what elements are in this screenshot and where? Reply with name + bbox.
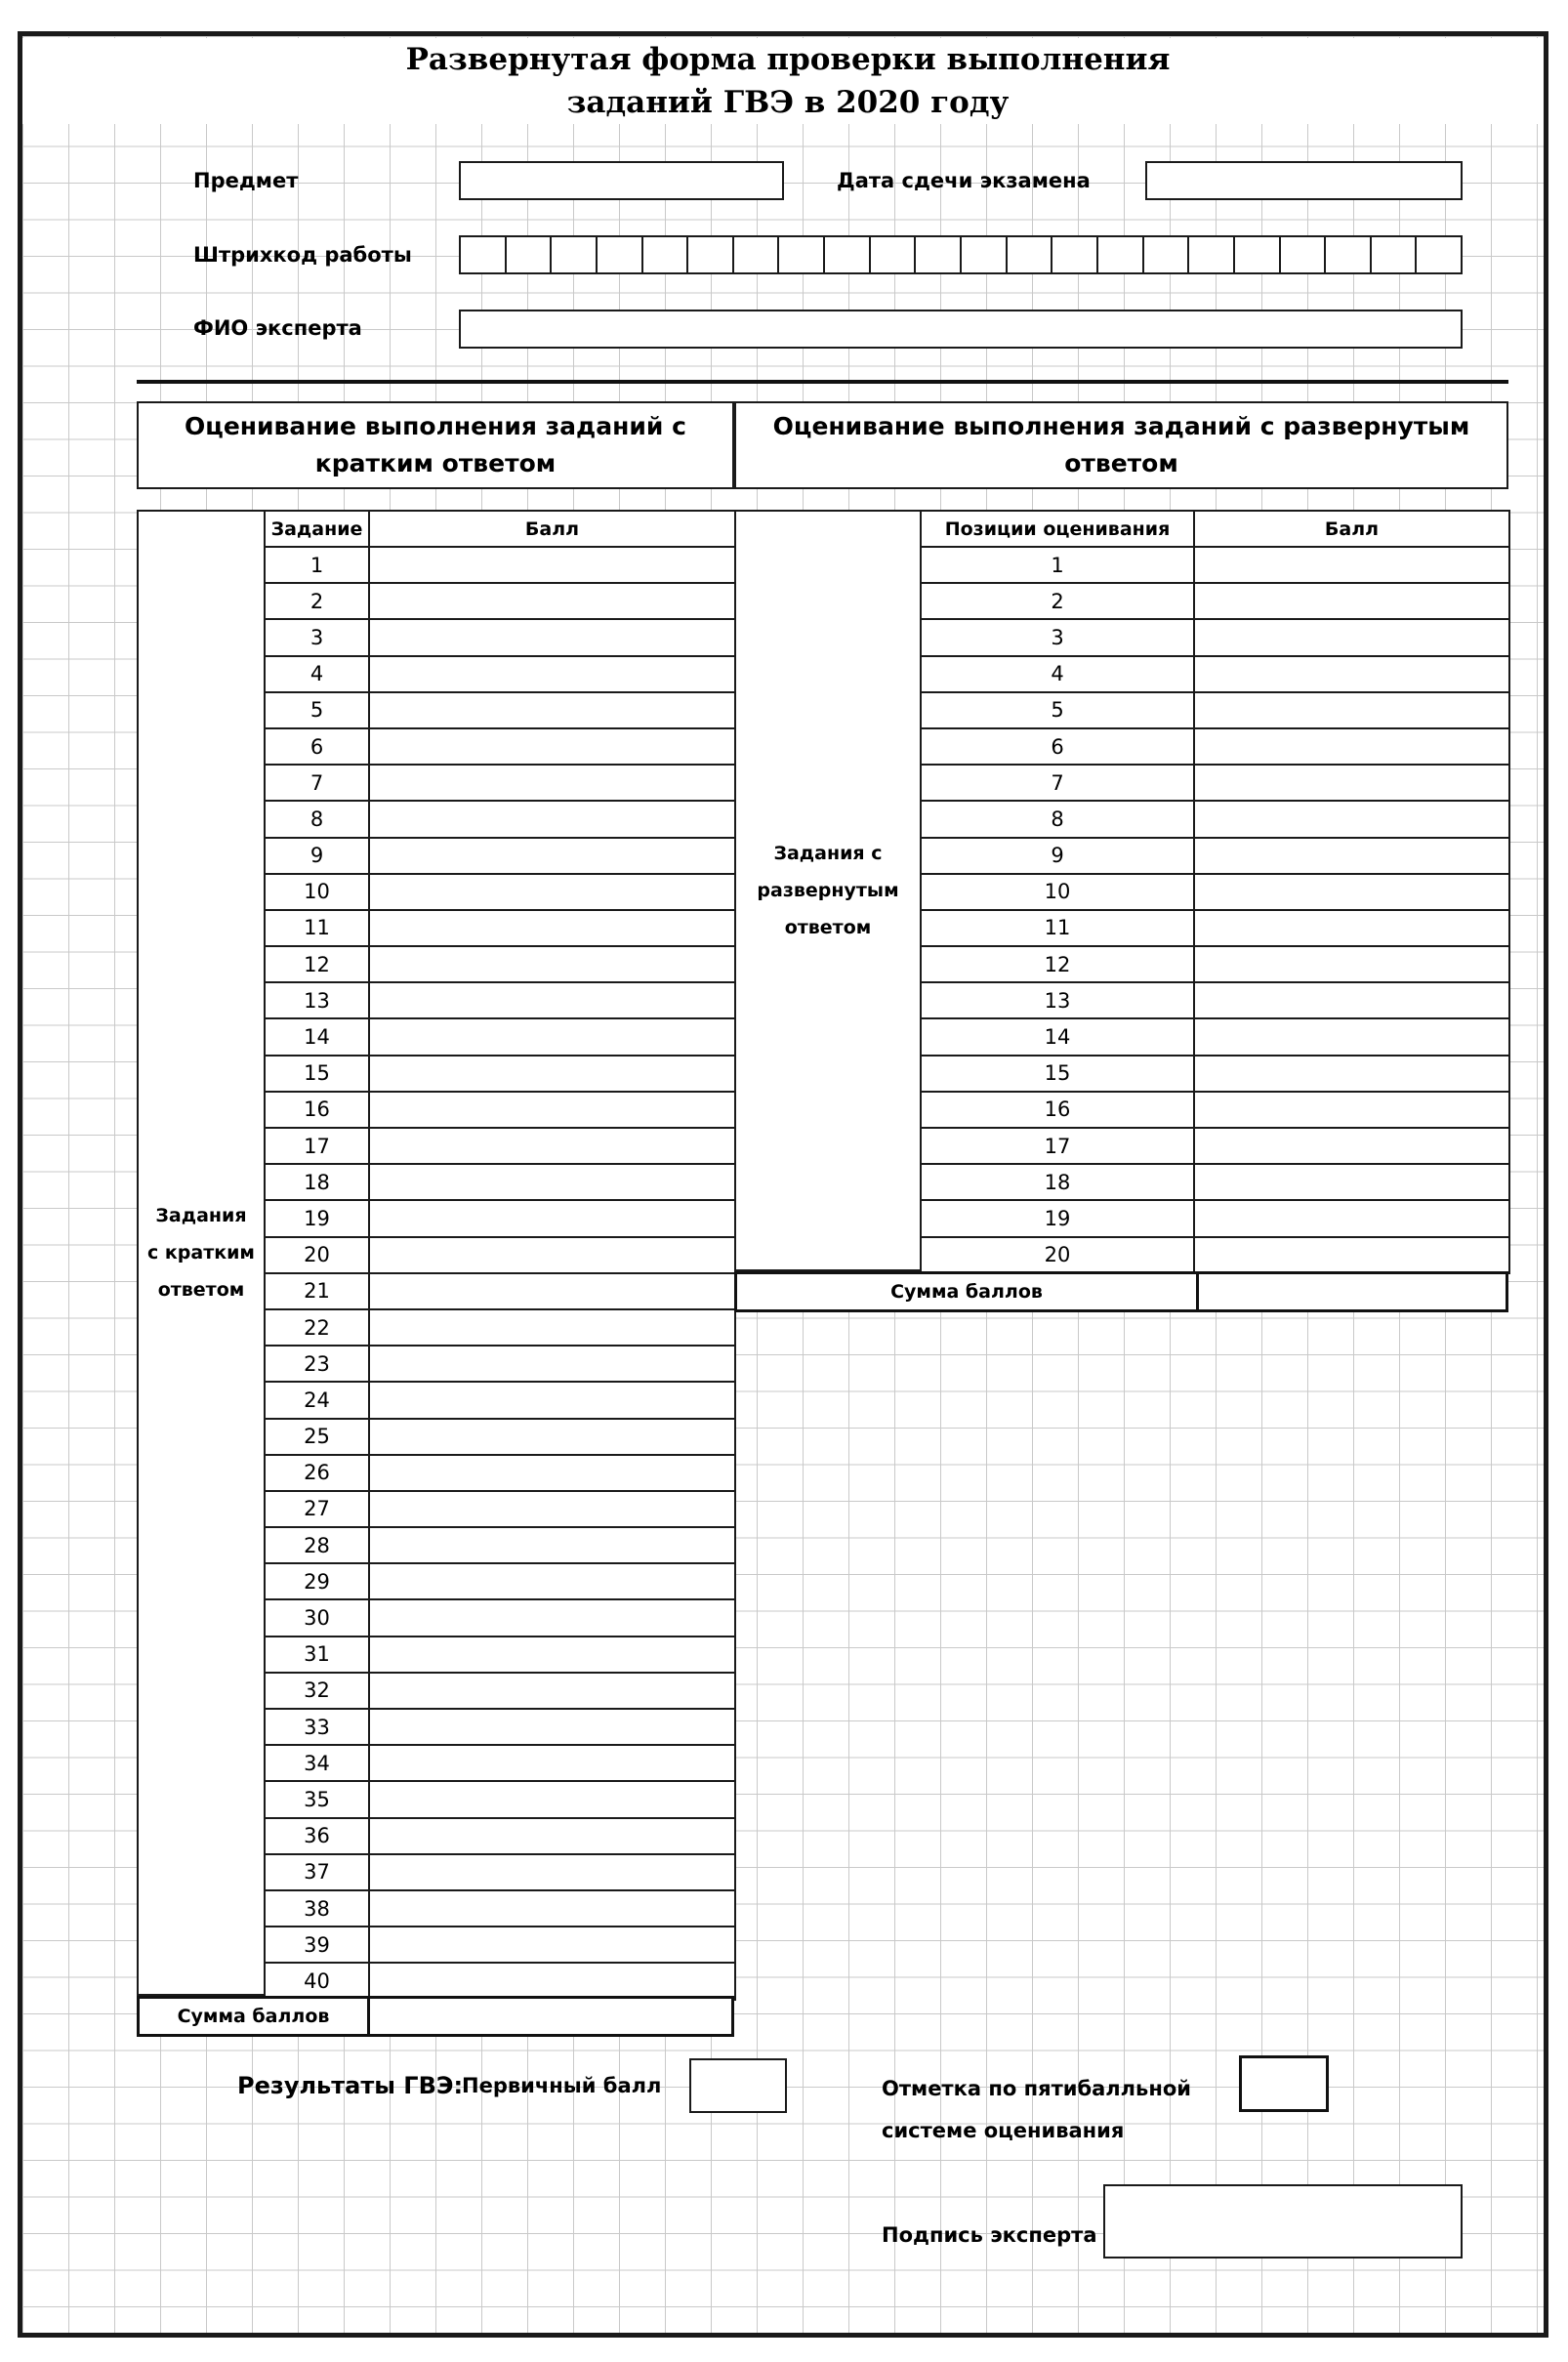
long-answer-row (921, 801, 1509, 837)
long-answer-row (921, 765, 1509, 801)
score-cell[interactable] (369, 583, 735, 619)
long-answer-row (921, 1200, 1509, 1236)
score-cell[interactable] (369, 1890, 735, 1927)
score-cell[interactable] (1194, 982, 1509, 1018)
position-number-cell: 20 (921, 1237, 1194, 1273)
expert-name-field[interactable] (459, 310, 1463, 349)
score-cell[interactable] (369, 874, 735, 910)
position-number-cell: 12 (921, 946, 1194, 982)
short-answer-row (265, 692, 735, 728)
score-cell[interactable] (369, 982, 735, 1018)
position-number-cell: 11 (921, 910, 1194, 946)
position-number-cell: 1 (921, 547, 1194, 583)
score-cell[interactable] (369, 838, 735, 874)
short-sum-label: Сумма баллов (140, 1999, 370, 2034)
task-number-cell: 19 (265, 1200, 369, 1236)
task-number-cell: 5 (265, 692, 369, 728)
score-cell[interactable] (1194, 765, 1509, 801)
short-answer-row (265, 1854, 735, 1890)
long-answer-row (921, 874, 1509, 910)
short-answer-row (265, 765, 735, 801)
score-cell[interactable] (369, 1709, 735, 1745)
score-cell[interactable] (369, 728, 735, 765)
task-number-cell: 2 (265, 583, 369, 619)
score-cell[interactable] (369, 946, 735, 982)
score-cell[interactable] (1194, 874, 1509, 910)
short-answer-row (265, 838, 735, 874)
score-cell[interactable] (369, 1164, 735, 1200)
score-cell[interactable] (369, 1346, 735, 1382)
task-number-cell: 20 (265, 1237, 369, 1273)
short-answer-row (265, 1200, 735, 1236)
primary-score-field[interactable] (689, 2058, 787, 2113)
short-answer-side-label: Задания с кратким ответом (137, 510, 264, 1996)
short-answer-row (265, 728, 735, 765)
score-cell[interactable] (369, 1382, 735, 1418)
long-answer-side-label: Задания с развернутым ответом (734, 510, 920, 1271)
task-number-cell: 38 (265, 1890, 369, 1927)
short-answer-row (265, 1092, 735, 1128)
short-answer-row (265, 1745, 735, 1781)
short-col-score-header: Балл (369, 511, 735, 547)
score-cell[interactable] (369, 1056, 735, 1092)
task-number-cell: 6 (265, 728, 369, 765)
short-answer-row (265, 1309, 735, 1346)
results-label: Результаты ГВЭ: (237, 2072, 464, 2099)
score-cell[interactable] (1194, 1128, 1509, 1164)
exam-date-field[interactable] (1145, 161, 1463, 200)
barcode-label: Штрихкод работы (193, 243, 412, 267)
score-cell[interactable] (1194, 656, 1509, 692)
score-cell[interactable] (369, 1927, 735, 1963)
task-number-cell: 35 (265, 1781, 369, 1817)
short-answer-row (265, 982, 735, 1018)
position-number-cell: 10 (921, 874, 1194, 910)
short-answer-row (265, 1673, 735, 1709)
score-cell[interactable] (369, 1309, 735, 1346)
exam-date-label: Дата сдечи экзамена (837, 169, 1091, 192)
task-number-cell: 16 (265, 1092, 369, 1128)
task-number-cell: 1 (265, 547, 369, 583)
score-cell[interactable] (369, 1273, 735, 1309)
form-title-line1: Развернутая форма проверки выполнения (22, 38, 1548, 81)
long-answer-row (921, 728, 1509, 765)
long-answer-row (921, 1056, 1509, 1092)
long-answer-row (921, 619, 1509, 655)
score-cell[interactable] (369, 1419, 735, 1455)
score-cell[interactable] (369, 1563, 735, 1599)
short-answer-table (264, 510, 736, 2001)
expert-name-label: ФИО эксперта (193, 316, 362, 340)
task-number-cell: 37 (265, 1854, 369, 1890)
position-number-cell: 13 (921, 982, 1194, 1018)
score-cell[interactable] (369, 1637, 735, 1673)
score-cell[interactable] (369, 1018, 735, 1055)
task-number-cell: 4 (265, 656, 369, 692)
short-answer-sum-row (137, 1996, 734, 2037)
task-number-cell: 25 (265, 1419, 369, 1455)
short-answer-row (265, 1128, 735, 1164)
long-answer-row (921, 547, 1509, 583)
signature-label: Подпись эксперта (882, 2223, 1097, 2247)
long-answer-row (921, 656, 1509, 692)
score-cell[interactable] (369, 1455, 735, 1491)
short-answer-row (265, 1637, 735, 1673)
task-number-cell: 8 (265, 801, 369, 837)
score-cell[interactable] (369, 910, 735, 946)
score-cell[interactable] (1194, 1237, 1509, 1273)
short-answer-row (265, 547, 735, 583)
short-answer-row (265, 1419, 735, 1455)
score-cell[interactable] (1194, 946, 1509, 982)
task-number-cell: 22 (265, 1309, 369, 1346)
long-answer-row (921, 1092, 1509, 1128)
long-answer-row (921, 692, 1509, 728)
short-answer-row (265, 1527, 735, 1563)
score-cell[interactable] (1194, 583, 1509, 619)
long-col-score-header: Балл (1194, 511, 1509, 547)
barcode-field[interactable] (459, 235, 1463, 274)
position-number-cell: 8 (921, 801, 1194, 837)
short-answer-row (265, 1346, 735, 1382)
long-col-position-header: Позиции оценивания (921, 511, 1194, 547)
score-cell[interactable] (1194, 801, 1509, 837)
short-answer-row (265, 801, 735, 837)
signature-field[interactable] (1103, 2184, 1463, 2258)
long-answer-row (921, 946, 1509, 982)
short-answer-row (265, 656, 735, 692)
subject-label: Предмет (193, 169, 299, 192)
score-cell[interactable] (369, 1963, 735, 1999)
score-cell[interactable] (369, 801, 735, 837)
task-number-cell: 10 (265, 874, 369, 910)
task-number-cell: 24 (265, 1382, 369, 1418)
task-number-cell: 40 (265, 1963, 369, 1999)
score-cell[interactable] (1194, 1056, 1509, 1092)
position-number-cell: 18 (921, 1164, 1194, 1200)
short-sum-score-cell[interactable] (370, 1999, 731, 2034)
grade-label-line1: Отметка по пятибалльной (882, 2077, 1191, 2100)
position-number-cell: 7 (921, 765, 1194, 801)
score-cell[interactable] (1194, 728, 1509, 765)
long-answer-heading: Оценивание выполнения заданий с развернутым ответом (734, 401, 1508, 489)
score-cell[interactable] (369, 1818, 735, 1854)
task-number-cell: 14 (265, 1018, 369, 1055)
task-number-cell: 33 (265, 1709, 369, 1745)
score-cell[interactable] (369, 547, 735, 583)
short-answer-row (265, 1018, 735, 1055)
score-cell[interactable] (1194, 692, 1509, 728)
task-number-cell: 32 (265, 1673, 369, 1709)
task-number-cell: 28 (265, 1527, 369, 1563)
position-number-cell: 14 (921, 1018, 1194, 1055)
score-cell[interactable] (369, 619, 735, 655)
score-cell[interactable] (369, 1527, 735, 1563)
long-answer-row (921, 910, 1509, 946)
short-answer-row (265, 874, 735, 910)
task-number-cell: 26 (265, 1455, 369, 1491)
task-number-cell: 3 (265, 619, 369, 655)
score-cell[interactable] (369, 1092, 735, 1128)
long-answer-row (921, 838, 1509, 874)
score-cell[interactable] (369, 656, 735, 692)
position-number-cell: 17 (921, 1128, 1194, 1164)
short-answer-row (265, 1164, 735, 1200)
task-number-cell: 21 (265, 1273, 369, 1309)
long-answer-table (920, 510, 1510, 1274)
long-sum-label: Сумма баллов (737, 1274, 1199, 1309)
long-answer-row (921, 1128, 1509, 1164)
long-answer-row (921, 1018, 1509, 1055)
short-answer-row (265, 1963, 735, 1999)
form-sheet (18, 31, 1548, 2338)
task-number-cell: 30 (265, 1599, 369, 1636)
short-answer-row (265, 1781, 735, 1817)
task-number-cell: 11 (265, 910, 369, 946)
task-number-cell: 15 (265, 1056, 369, 1092)
long-answer-sum-row (734, 1271, 1508, 1312)
subject-field[interactable] (459, 161, 784, 200)
task-number-cell: 27 (265, 1491, 369, 1527)
score-cell[interactable] (369, 1237, 735, 1273)
score-cell[interactable] (1194, 1200, 1509, 1236)
short-answer-row (265, 1382, 735, 1418)
task-number-cell: 17 (265, 1128, 369, 1164)
score-cell[interactable] (1194, 1092, 1509, 1128)
position-number-cell: 2 (921, 583, 1194, 619)
score-cell[interactable] (369, 765, 735, 801)
primary-score-label: Первичный балл (462, 2074, 662, 2097)
short-answer-row (265, 1455, 735, 1491)
score-cell[interactable] (369, 1673, 735, 1709)
task-number-cell: 7 (265, 765, 369, 801)
task-number-cell: 23 (265, 1346, 369, 1382)
score-cell[interactable] (1194, 1018, 1509, 1055)
short-answer-row (265, 1563, 735, 1599)
short-answer-row (265, 583, 735, 619)
score-cell[interactable] (1194, 1164, 1509, 1200)
task-number-cell: 13 (265, 982, 369, 1018)
score-cell[interactable] (369, 1128, 735, 1164)
short-answer-row (265, 1599, 735, 1636)
score-cell[interactable] (369, 1491, 735, 1527)
position-number-cell: 5 (921, 692, 1194, 728)
short-answer-row (265, 946, 735, 982)
short-answer-row (265, 1709, 735, 1745)
task-number-cell: 18 (265, 1164, 369, 1200)
long-sum-score-cell[interactable] (1199, 1274, 1506, 1309)
position-number-cell: 16 (921, 1092, 1194, 1128)
short-answer-row (265, 619, 735, 655)
score-cell[interactable] (369, 1200, 735, 1236)
task-number-cell: 34 (265, 1745, 369, 1781)
short-col-task-header: Задание (265, 511, 369, 547)
short-answer-row (265, 1273, 735, 1309)
short-answer-row (265, 1237, 735, 1273)
short-answer-row (265, 1927, 735, 1963)
score-cell[interactable] (369, 1781, 735, 1817)
position-number-cell: 9 (921, 838, 1194, 874)
form-title-line2: заданий ГВЭ в 2020 году (22, 81, 1548, 124)
position-number-cell: 3 (921, 619, 1194, 655)
task-number-cell: 29 (265, 1563, 369, 1599)
short-answer-row (265, 910, 735, 946)
long-answer-row (921, 1237, 1509, 1273)
grade-field[interactable] (1239, 2055, 1329, 2112)
grade-label-line2: системе оценивания (882, 2119, 1125, 2142)
task-number-cell: 9 (265, 838, 369, 874)
score-cell[interactable] (369, 1599, 735, 1636)
long-answer-row (921, 982, 1509, 1018)
long-answer-row (921, 1164, 1509, 1200)
position-number-cell: 19 (921, 1200, 1194, 1236)
score-cell[interactable] (369, 1745, 735, 1781)
task-number-cell: 12 (265, 946, 369, 982)
position-number-cell: 15 (921, 1056, 1194, 1092)
task-number-cell: 36 (265, 1818, 369, 1854)
task-number-cell: 31 (265, 1637, 369, 1673)
score-cell[interactable] (1194, 838, 1509, 874)
position-number-cell: 4 (921, 656, 1194, 692)
short-answer-row (265, 1491, 735, 1527)
position-number-cell: 6 (921, 728, 1194, 765)
short-answer-row (265, 1818, 735, 1854)
short-answer-heading: Оценивание выполнения заданий с кратким ответом (137, 401, 734, 489)
short-answer-row (265, 1056, 735, 1092)
score-cell[interactable] (369, 692, 735, 728)
short-answer-row (265, 1890, 735, 1927)
task-number-cell: 39 (265, 1927, 369, 1963)
score-cell[interactable] (1194, 910, 1509, 946)
section-divider (137, 380, 1508, 384)
score-cell[interactable] (1194, 547, 1509, 583)
score-cell[interactable] (1194, 619, 1509, 655)
long-answer-row (921, 583, 1509, 619)
score-cell[interactable] (369, 1854, 735, 1890)
